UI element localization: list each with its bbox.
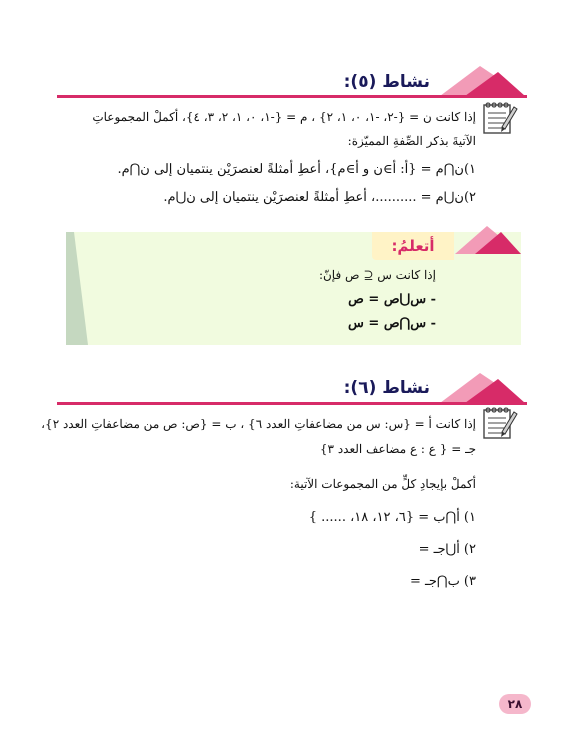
activity5-line2: الآتيةَ بذكر الصِّفةِ المميّزة: (347, 134, 476, 148)
header-triangle-decoration (440, 66, 525, 96)
activity5-item2: ٢)ن⋃م = ..........، أعطِ أمثلةً لعنصرَيْن ينتميان إلى ن⋃م. (163, 190, 476, 205)
page-number: ٢٨ (499, 694, 531, 714)
notepad-pencil-icon (480, 97, 518, 137)
learn-box-shadow (66, 232, 88, 345)
learn-point2: - س⋂ص = س (348, 316, 436, 331)
activity5-line1: إذا كانت ن = {-٢، -١، ٠، ١، ٢} ، م = {-١، ٠، ١، ٢، ٣، ٤}، أكملْ المجموعاتِ (92, 110, 476, 124)
activity5-title: نشاط (٥): (343, 72, 430, 92)
activity6-line3: أكملْ بإيجادِ كلٍّ من المجموعات الآتية: (289, 477, 476, 491)
activity5-rule (57, 95, 527, 98)
activity5-item1: ١)ن⋂م = {أ: أ∋ن و أ∋م}، أعطِ أمثلةً لعنصرَيْن ينتميان إلى ن⋂م. (117, 162, 476, 177)
header-triangle-decoration (440, 373, 525, 403)
activity6-line1: إذا كانت أ = {س: س من مضاعفاتِ العدد ٦} ، ب = {ص: ص من مضاعفاتِ العدد ٢}، (41, 417, 476, 431)
learn-label: أتعلمُ: (372, 232, 454, 260)
activity6-line2: جـ = { ع : ع مضاعف العدد ٣} (319, 442, 476, 456)
learn-triangle-decoration (455, 226, 521, 254)
activity6-item3: ٣) ب⋂جـ = (410, 574, 476, 589)
learn-point1: - س⋃ص = ص (348, 292, 436, 307)
notepad-pencil-icon (480, 402, 518, 442)
activity6-item2: ٢) أ⋃جـ = (418, 542, 476, 557)
activity6-title: نشاط (٦): (343, 378, 430, 398)
activity6-rule (57, 402, 527, 405)
learn-intro: إذا كانت س ⊆ ص فإنّ: (318, 268, 436, 282)
activity6-item1: ١) أ⋂ب = {٦، ١٢، ١٨، ...... } (308, 510, 476, 525)
